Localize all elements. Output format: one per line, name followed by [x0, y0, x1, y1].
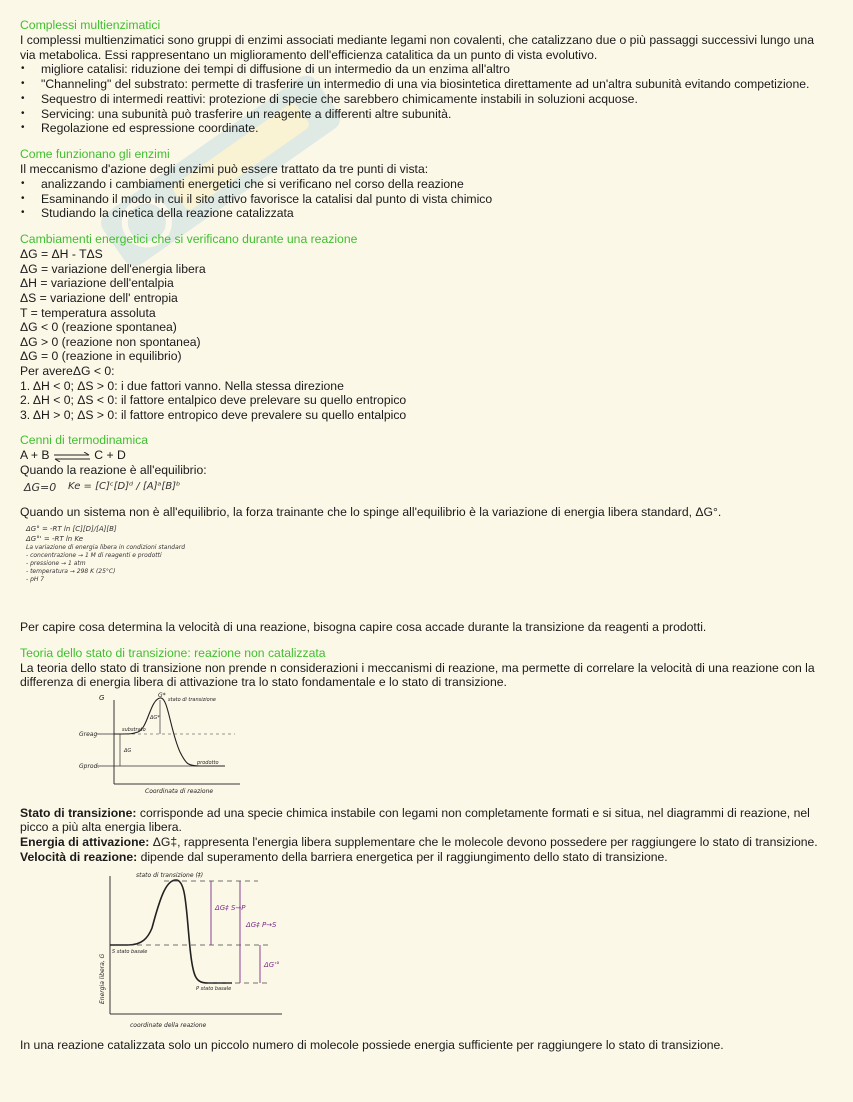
reaction-left: A + B: [20, 448, 50, 463]
handwritten-ke: Ke = [C]ᶜ[D]ᵈ / [A]ᵃ[B]ᵇ: [68, 481, 181, 493]
diagram2-x-axis: coordinate della reazione: [130, 1022, 207, 1030]
transition-bold: Stato di transizione:: [20, 805, 137, 820]
list-item: • analizzando i cambiamenti energetici che si verificano nel corso della reazione: [20, 177, 832, 192]
paragraph-enzimi-intro: Il meccanismo d'azione degli enzimi può essere trattato da tre punti di vista:: [20, 162, 429, 177]
bullet-list-enzimi: [20, 177, 832, 221]
diagram-uncatalyzed-svg: [20, 690, 832, 806]
note-line: La variazione di energia libera in condizioni standard: [26, 544, 186, 552]
text-line: ΔG = ΔH - TΔS: [20, 247, 103, 262]
section-title-termodinamica: Cenni di termodinamica: [20, 433, 149, 448]
reaction-equation: [20, 448, 832, 463]
bullet-list-complessi: [20, 62, 832, 136]
paragraph-stato-transizione: La teoria dello stato di transizione non prende n considerazioni i meccanismi di reazione, ma permette di correlare la velocità di una reazione con la differenza di energia libera di attivazione tra lo stato fondamentale e lo stato di transizione.: [20, 660, 815, 690]
text-line: ΔS = variazione dell' entropia: [20, 290, 178, 305]
diagram1-product: prodotto: [197, 759, 219, 766]
text-line: Per avereΔG < 0:: [20, 363, 115, 378]
diagram1-substrate: substrato: [122, 726, 146, 733]
diagram-uncatalyzed: [20, 690, 832, 806]
transition-text: corrisponde ad una specie chimica instabile con legami non completamente formati e si situa, nel diagrammi di reazione, nel picco a più alta energia libera.: [20, 805, 810, 835]
reaction-right: C + D: [94, 448, 126, 463]
diagram1-dg: ΔG: [124, 747, 132, 754]
equilibrium-arrow-icon: [53, 451, 91, 461]
driving-force-text: Quando un sistema non è all'equilibrio, la forza trainante che lo spinge all'equilibrio è la variazione di energia libera standard, ΔG°.: [20, 505, 722, 520]
note-line: ΔG°' = -RT ln Ke: [26, 535, 84, 544]
note-line: - pressione → 1 atm: [26, 560, 86, 568]
text-line: ΔG > 0 (reazione non spontanea): [20, 334, 201, 349]
diagram1-x-axis: Coordinata di reazione: [145, 787, 214, 795]
transition-definition: [20, 806, 832, 835]
list-item: • Regolazione ed espressione coordinate.: [20, 121, 832, 136]
list-item: • Studiando la cinetica della reazione catalizzata: [20, 206, 832, 221]
note-line: ΔG° = -RT ln [C][D]/[A][B]: [26, 525, 117, 534]
diagram-energy-profile: [20, 868, 832, 1036]
equilibrium-handwritten: [20, 477, 832, 503]
handwritten-dg-zero: ΔG=0: [24, 481, 57, 495]
note-line: - concentrazione → 1 M di reagenti e prodotti: [26, 552, 162, 560]
paragraph-complessi-intro: I complessi multienzimatici sono gruppi di enzimi associati mediante legami non covalenti, che catalizzano due o più passaggi successivi lungo una via metabolica. Essi rappresentano un miglioramento dell'efficienza catalitica da un punto di vista evolutivo.: [20, 33, 814, 62]
section-title-complessi: Complessi multienzimatici: [20, 18, 161, 32]
text-line: ΔG = 0 (reazione in equilibrio): [20, 349, 182, 364]
text-line: 1. ΔH < 0; ΔS > 0: i due fattori vanno. Nella stessa direzione: [20, 378, 344, 393]
note-line: - pH 7: [26, 576, 45, 584]
velocity-text: Per capire cosa determina la velocità di una reazione, bisogna capire cosa accade durante la transizione da reagenti a prodotti.: [20, 620, 707, 635]
speed-definition: [20, 850, 832, 865]
activation-bold: Energia di attivazione:: [20, 835, 150, 850]
document-page: [20, 18, 832, 1053]
diagram2-dg-sp: ΔG‡ S→P: [215, 904, 246, 913]
list-item: • "Channeling" del substrato: permette di trasferire un intermedio di una via biosintetica direttamente ad un'altra subunità evitando competizione.: [20, 77, 832, 92]
list-item: • Sequestro di intermedi reattivi: protezione di specie che sarebbero chimicamente instabili in soluzioni acquose.: [20, 92, 832, 107]
diagram1-g-react: Greag: [79, 730, 98, 738]
text-line: ΔG < 0 (reazione spontanea): [20, 320, 177, 335]
diagram2-p-label: P stato basale: [196, 986, 232, 993]
diagram2-peak-label: stato di transizione (‡): [136, 872, 204, 880]
text-line: T = temperatura assoluta: [20, 305, 156, 320]
section-title-enzimi: Come funzionano gli enzimi: [20, 147, 170, 162]
diagram1-g-prod: Gprod.: [79, 762, 100, 770]
diagram2-s-label: S stato basale: [112, 949, 148, 956]
note-line: - temperatura → 298 K (25°C): [26, 568, 116, 576]
text-line: ΔG = variazione dell'energia libera: [20, 261, 206, 276]
diagram1-dg-act: ΔG*: [150, 714, 160, 721]
activation-text: ΔG‡, rappresenta l'energia libera supplementare che le molecole devono possedere per raggiungere lo stato di transizione.: [149, 835, 818, 850]
section-title-stato-transizione: Teoria dello stato di transizione: reazione non catalizzata: [20, 645, 326, 660]
text-line: 3. ΔH > 0; ΔS > 0: il fattore entropico deve prevalere su quello entalpico: [20, 407, 407, 422]
closing-text: In una reazione catalizzata solo un piccolo numero di molecole possiede energia sufficiente per raggiungere lo stato di transizione.: [20, 1038, 724, 1053]
diagram2-dg0: ΔG'°: [264, 961, 280, 970]
handwritten-notes: [20, 520, 832, 620]
list-item: • Servicing: una subunità può trasferire un reagente a differenti altre subunità.: [20, 107, 832, 122]
list-item: • Esaminando il modo in cui il sito attivo favorisce la catalisi dal punto di vista chimico: [20, 192, 832, 207]
diagram-energy-profile-svg: [20, 868, 832, 1036]
text-line: 2. ΔH < 0; ΔS < 0: il fattore entalpico deve prelevare su quello entropico: [20, 393, 407, 408]
speed-bold: Velocità di reazione:: [20, 849, 138, 864]
diagram2-dg-ps: ΔG‡ P→S: [246, 921, 277, 930]
equilibrium-text: Quando la reazione è all'equilibrio:: [20, 462, 207, 477]
diagram1-peak-label: stato di transizione: [168, 696, 216, 703]
diagram1-y-axis: G: [99, 693, 105, 702]
speed-text: dipende dal superamento della barriera energetica per il raggiungimento dello stato di transizione.: [137, 849, 668, 864]
diagram2-y-axis: Energia libera, G: [99, 953, 106, 1005]
list-item: • migliore catalisi: riduzione dei tempi di diffusione di un intermedio da un enzima all'altro: [20, 62, 832, 77]
energy-lines: [20, 247, 832, 422]
text-line: ΔH = variazione dell'entalpia: [20, 276, 174, 291]
activation-definition: [20, 835, 832, 850]
section-title-cambiamenti: Cambiamenti energetici che si verificano durante una reazione: [20, 232, 358, 247]
diagram1-g-star: G*: [158, 691, 166, 699]
